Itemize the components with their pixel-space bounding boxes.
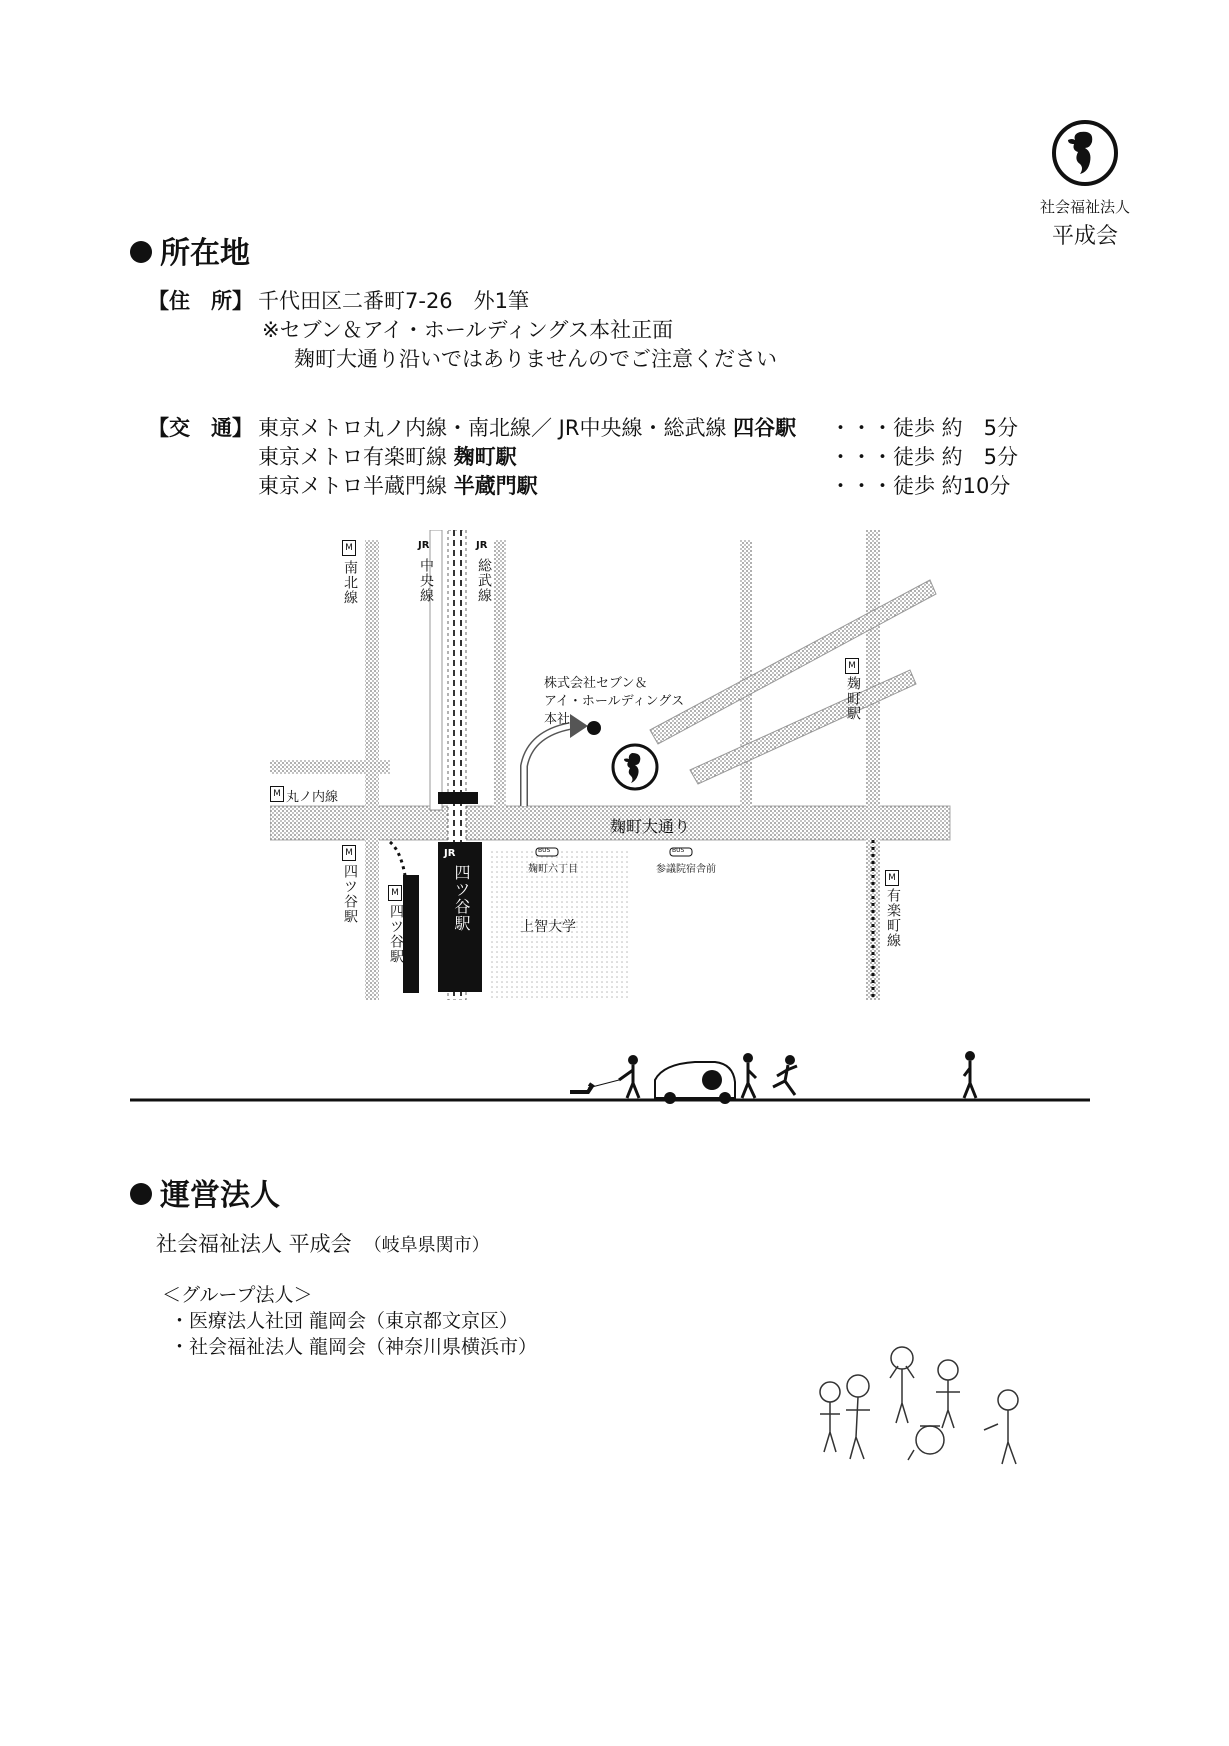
group-item-2: ・社会福祉法人 龍岡会（神奈川県横浜市） bbox=[170, 1336, 538, 1358]
diagonal-street-2 bbox=[690, 670, 916, 784]
sobu-label: 総武線 bbox=[476, 558, 492, 603]
metro-mark-icon: M bbox=[270, 786, 284, 802]
street-v4 bbox=[740, 540, 752, 810]
bus-stop-2: 参議院宿舎前 bbox=[656, 864, 716, 875]
group-label: ＜グループ法人＞ bbox=[162, 1284, 313, 1306]
access-map bbox=[270, 530, 970, 1000]
organization-logo bbox=[1010, 118, 1160, 250]
operator-name: 社会福祉法人 平成会 （岐阜県関市） bbox=[156, 1232, 490, 1256]
chuo-label: 中央線 bbox=[418, 558, 434, 603]
address-line: 千代田区二番町7-26 外1筆 bbox=[258, 289, 530, 313]
nanboku-label: 南北線 bbox=[342, 560, 358, 605]
map-graphic bbox=[270, 530, 970, 1000]
street-v5 bbox=[866, 530, 880, 1000]
jr-mark-icon: JR bbox=[444, 848, 456, 859]
transport-label: 【交 通】 bbox=[148, 416, 253, 440]
location-heading: 所在地 bbox=[130, 228, 250, 272]
org-type: 社会福祉法人 bbox=[1039, 198, 1130, 216]
kojimachi-station-label: 麹町駅 bbox=[845, 676, 861, 721]
bus-mark-icon: BUS bbox=[538, 847, 551, 854]
diagonal-street-1 bbox=[650, 580, 936, 744]
street-v1 bbox=[365, 540, 379, 1000]
street-v3 bbox=[494, 540, 506, 810]
org-name: 平成会 bbox=[1051, 224, 1118, 249]
yotsuya-metro-left-label: 四ツ谷駅 bbox=[342, 864, 358, 924]
route-3: 東京メトロ半蔵門線 半蔵門駅 bbox=[258, 474, 538, 498]
jr-mark-icon: JR bbox=[476, 540, 488, 551]
hq-label-1: 株式会社セブン＆ bbox=[544, 676, 648, 691]
operator-heading: 運営法人 bbox=[130, 1170, 280, 1214]
metro-mark-icon: M bbox=[885, 870, 899, 886]
bus-mark-icon: BUS bbox=[672, 847, 685, 854]
metro-mark-icon: M bbox=[342, 845, 356, 861]
route-station: 半蔵門駅 bbox=[453, 474, 538, 498]
yotsuya-platform bbox=[438, 792, 478, 804]
address-note: ※セブン＆アイ・ホールディングス本社正面 bbox=[262, 318, 674, 342]
route-2: 東京メトロ有楽町線 麹町駅 bbox=[258, 445, 517, 469]
sophia-label: 上智大学 bbox=[520, 919, 576, 935]
route-2-walk: ・・・徒歩 約 5分 bbox=[830, 445, 1019, 469]
hq-label-3: 本社 bbox=[544, 712, 571, 727]
seahorse-icon bbox=[1050, 118, 1120, 188]
marunouchi-label: 丸ノ内線 bbox=[286, 790, 339, 805]
address-caution: 麹町大通り沿いではありませんのでご注意ください bbox=[294, 347, 777, 371]
metro-mark-icon: M bbox=[845, 658, 859, 674]
group-item-1: ・医療法人社団 龍岡会（東京都文京区） bbox=[170, 1310, 519, 1332]
bus-stop-1: 麹町六丁目 bbox=[528, 864, 578, 875]
route-3-walk: ・・・徒歩 約10分 bbox=[830, 474, 1011, 498]
route-1: 東京メトロ丸ノ内線・南北線／ JR中央線・総武線 四谷駅 bbox=[258, 416, 797, 440]
yurakucho-label: 有楽町線 bbox=[885, 888, 901, 948]
yotsuya-jr-label: 四ツ谷駅 bbox=[452, 864, 471, 932]
hq-marker bbox=[587, 721, 601, 735]
route-station: 麹町駅 bbox=[453, 445, 517, 469]
jr-mark-icon: JR bbox=[418, 540, 430, 551]
kojimachi-street-label: 麹町大通り bbox=[610, 817, 691, 836]
route-station: 四谷駅 bbox=[733, 416, 797, 440]
bullet-icon bbox=[130, 241, 152, 263]
elderly-care-illustration bbox=[810, 1330, 1040, 1480]
metro-mark-icon: M bbox=[342, 540, 356, 556]
address-label: 【住 所】 bbox=[148, 289, 253, 313]
street-scene-illustration bbox=[130, 1040, 1110, 1110]
route-1-walk: ・・・徒歩 約 5分 bbox=[830, 416, 1019, 440]
bullet-icon bbox=[130, 1183, 152, 1205]
metro-mark-icon: M bbox=[388, 885, 402, 901]
yotsuya-metro-label: 四ツ谷駅 bbox=[388, 904, 404, 964]
hq-label-2: アイ・ホールディングス bbox=[544, 694, 685, 709]
